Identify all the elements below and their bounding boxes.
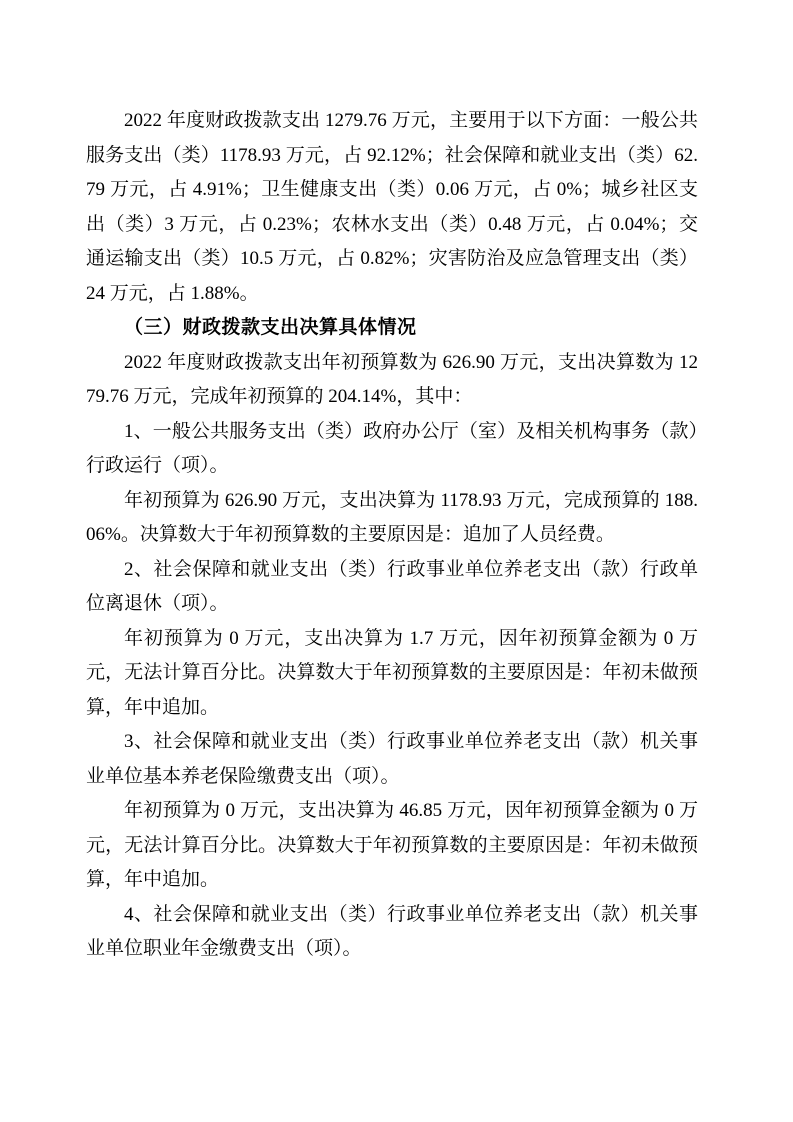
para-item-1-title: 1、一般公共服务支出（类）政府办公厅（室）及相关机构事务（款）行政运行（项）。 <box>86 420 698 476</box>
para-item-3-detail: 年初预算为 0 万元，支出决算为 46.85 万元，因年初预算金额为 0 万元，无法计算百分比。决算数大于年初预算数的主要原因是：年初未做预算，年中追加。 <box>86 800 698 890</box>
para-item-2-detail: 年初预算为 0 万元，支出决算为 1.7 万元，因年初预算金额为 0 万元，无法计算百分比。决算数大于年初预算数的主要原因是：年初未做预算，年中追加。 <box>86 627 698 718</box>
para-item-4-title: 4、社会保障和就业支出（类）行政事业单位养老支出（款）机关事业单位职业年金缴费支出（项）。 <box>86 903 698 959</box>
section-heading-fiscal-expenditure-details: （三）财政拨款支出决算具体情况 <box>124 317 417 338</box>
para-item-2-title: 2、社会保障和就业支出（类）行政事业单位养老支出（款）行政单位离退休（项）。 <box>86 558 698 614</box>
para-item-1-detail: 年初预算为 626.90 万元，支出决算为 1178.93 万元，完成预算的 188.06%。决算数大于年初预算数的主要原因是：追加了人员经费。 <box>86 489 698 545</box>
para-funding-usage-overview: 2022 年度财政拨款支出 1279.76 万元，主要用于以下方面：一般公共服务支出（类）1178.93 万元，占 92.12%；社会保障和就业支出（类）62.79 万元，占 4.91%；卫生健康支出（类）0.06 万元，占 0%；城乡社区支出（类）3 万元，占 0.23%；农林水支出（类）0.48 万元，占 0.04%；交通运输支出（类）10.5 万元，占 0.82%；灾害防治及应急管理支出（类）24 万元，占 1.88%。 <box>86 110 698 304</box>
para-item-3-title: 3、社会保障和就业支出（类）行政事业单位养老支出（款）机关事业单位基本养老保险缴费支出（项）。 <box>86 731 698 787</box>
para-budget-vs-final-summary: 2022 年度财政拨款支出年初预算数为 626.90 万元，支出决算数为 1279.76 万元，完成年初预算的 204.14%，其中： <box>86 351 698 407</box>
